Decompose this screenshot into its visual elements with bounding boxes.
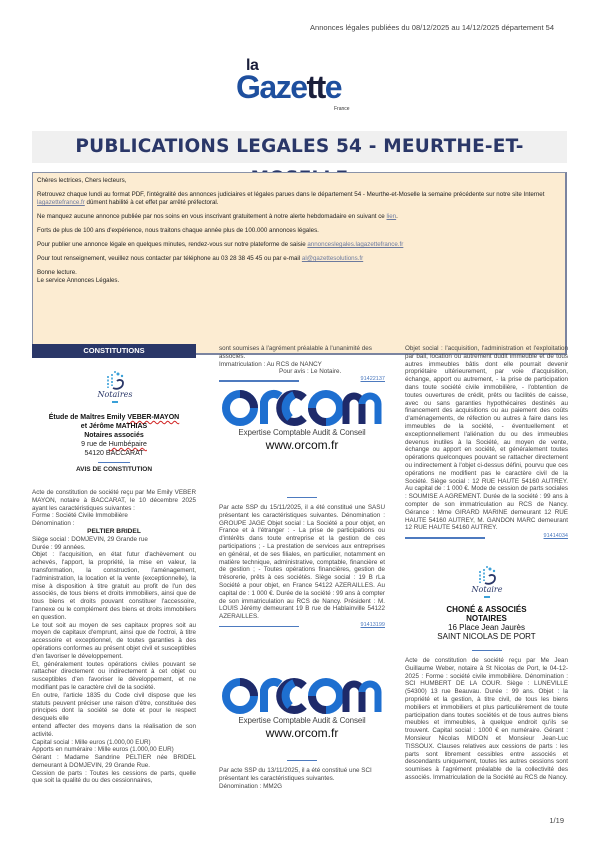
logo-la: la	[246, 57, 259, 74]
chone-name-1: CHONÉ & ASSOCIÉS	[446, 605, 527, 614]
notice3	[219, 760, 385, 790]
notice1-generalement: Et, généralement toutes opérations civiles pouvant se rattacher directement ou indirectement à cet objet ou susceptibles d'en favoriser le développement, et ne modifiant pas le caractère civil de la société.	[32, 660, 196, 691]
notice4-body	[405, 650, 568, 782]
notice1-article-2: entend affecter des moyens dans la réalisation de son activité.	[32, 722, 196, 738]
notice4-top-rule	[472, 650, 502, 651]
notice1-denomination: PELTIER BRIDEL	[87, 527, 141, 535]
gazette-logo	[236, 57, 366, 118]
notice1-pour-avis: Pour avis : Le Notaire.	[279, 368, 342, 376]
notice1-duree: Durée : 99 années.	[32, 543, 86, 551]
notice1-denomination-label: Dénomination :	[32, 520, 75, 528]
etude-l1-b: VEBER-MAYON	[127, 414, 180, 421]
notice1-cession: Cession de parts : Toutes les cessions de parts, quelle que soit la qualité du ou des cessionnaires,	[32, 769, 196, 785]
notice1-article: En outre, l'article 1835 du Code civil dispose que les statuts peuvent préciser une raison d'être, constituée des principes dont la société se dote et pour le respect desquels elle	[32, 691, 196, 723]
intro-p2-text: Ne manquez aucune annonce publiée par nos soins en vous inscrivant gratuitement à notre alerte hebdomadaire en suivant ce	[37, 213, 387, 220]
notaire-logo-label: Notaire	[471, 585, 503, 594]
etude-address-2: 54120 BACCARAT	[84, 450, 144, 457]
orcom-tagline: Expertise Comptable Audit & Conseil	[238, 428, 366, 437]
intro-p2-after: .	[396, 213, 398, 220]
notice2-footer	[219, 622, 385, 632]
email-link[interactable]: al@gazettesolutions.fr	[301, 255, 364, 262]
intro-p1-after: dûment habilité à cet effet par arrêté préfectoral.	[84, 199, 219, 206]
logo-country: France	[334, 106, 350, 112]
orcom-logo-icon	[222, 676, 382, 716]
notaire-mark-icon	[103, 370, 127, 392]
notaire-mark-icon	[475, 565, 499, 587]
notice2-rule	[219, 626, 299, 628]
running-header: Annonces légales publiées du 08/12/2025 au 14/12/2025 département 54	[310, 23, 554, 32]
chone-name-2: NOTAIRES	[466, 614, 507, 623]
platform-link[interactable]: annonceslegales.lagazettefrance.fr	[307, 241, 404, 248]
notice1-apports: Apports en numéraire : Mille euros (1.000,00 EUR)	[32, 746, 174, 754]
notice1-siege: Siège social : DOMJEVIN, 29 Grande rue	[32, 535, 148, 543]
notice2	[219, 497, 385, 632]
logo-gaze: Gaze	[236, 69, 307, 105]
addr-l1-a: 9 rue de	[81, 441, 109, 448]
orcom-ad-1	[218, 388, 386, 468]
addr-l1-b: Humbépaire	[108, 441, 147, 448]
notice1-gerant: Gérant : Madame Sandrine PELTIER née BRIDEL demeurant à DOMJEVIN, 29 Grande Rue.	[32, 754, 196, 769]
intro-paragraph-1	[37, 191, 561, 207]
notice2-text: Par acte SSP du 15/11/2025, il a été constitué une SASU présentant les caractéristiques suivantes. Dénomination : GROUPE JAGE Objet social : La Société a pour objet, en France et à l'étranger : - La prise de participations ou d'intérêts dans toute entreprise et la gestion de ces participations ; - La prestation de services aux entreprises en général, et de ses filiales, en particulier, notamment en matière technique, administrative, comptable, financière et de gestion ; - Toutes opérations financières, gestion de trésorerie, prêts à ces sociétés. Siège social : 19 B rLa Société a pour objet, en France 54122 AZERAILLES. Au capital de : 1 000 €. Durée de la société : 99 ans à compter de son immatriculation au RCS de Nancy. Président : M. LOUIS Jérémy demeurant 19 B rue de Hablainville 54122 AZERAILLES.	[219, 504, 385, 621]
notice4-text: Acte de constitution de société reçu par Me Jean Guillaume Weber, notaire à St Nicolas de Port, le 04-12-2025 : Forme : société civile immobilière. Dénomination : SCI HUMBERT DE LA COUR. Siège : LUNEVILLE (54300) 13 rue Beauvau. Durée : 99 ans. Objet : la propriété et la gestion, à titre civil, de tous les biens mobiliers et immobiliers et plus particulièrement de toute participation dans toutes sociétés et de tous autres biens meubles et immeubles, à quelque endroit qu'ils se trouvent. Capital social : 1000 € en numéraire. Gérant : Monsieur Nicolas MIDON et Monsieur Jean-Luc TISSOUX. Clauses relatives aux cessions de parts : les parts sont librement cessibles entre associés et descendants uniquement, toutes les autres cessions sont soumises à l'agrément préalable de la collectivité des associés. Immatriculation de la Société au RCS de Nancy.	[405, 657, 568, 781]
intro-box	[32, 172, 567, 355]
logo-tt: tt	[306, 69, 325, 105]
orcom-logo-icon	[222, 388, 382, 428]
notaire-logo-2	[442, 565, 532, 603]
intro-paragraph-4	[37, 241, 561, 249]
notaires-logo-bar	[112, 401, 118, 403]
avis-title: AVIS DE CONSTITUTION	[75, 466, 153, 473]
notice1-body	[32, 489, 196, 785]
orcom-tagline: Expertise Comptable Audit & Conseil	[238, 716, 366, 725]
page-title-band	[32, 131, 567, 163]
notice1-rule	[219, 380, 299, 382]
intro-greeting: Chères lectrices, Chers lecteurs,	[37, 177, 127, 184]
notice1-intro: Acte de constitution de société reçu par Me Emily VEBER MAYON, notaire à BACCARAT, le 10 décembre 2025 ayant les caractéristiques suivantes :	[32, 489, 196, 512]
logo-gazette	[236, 71, 341, 103]
notice1-ref-link[interactable]: 91422137	[360, 376, 385, 383]
etude-line-1	[32, 413, 196, 422]
notaire-logo-bar	[484, 596, 490, 598]
notice3-text-2: Dénomination : MM2G	[219, 782, 282, 790]
section-header-constitutions: CONSTITUTIONS	[32, 344, 196, 358]
orcom-url: www.orcom.fr	[265, 438, 339, 452]
notice3-continued	[405, 345, 568, 543]
notice3-footer	[405, 533, 568, 543]
notice1-cont-text: sont soumises à l'agrément préalable à l'unanimité des associés.	[219, 345, 372, 360]
intro-p1-text: Retrouvez chaque lundi au format PDF, l'intégralité des annonces judiciaires et légales parues dans le département 54 - Meurthe-et-Moselle la semaine précédente sur notre site Internet	[37, 191, 545, 198]
notice1-objet: Objet : l'acquisition, en état futur d'achèvement ou achevés, l'apport, la propriété, la mise en valeur, la transformation, la construction, l'aménagement, l'administration, la location et la vente (exceptionnelle), la mise à disposition à titre gratuit au profit de l'un des associés, de tous biens et droits immobiliers, ainsi que de tous biens et droits pouvant constituer l'accessoire, l'annexe ou le complément des biens et droits immobiliers en question.	[32, 551, 196, 621]
notice1-continued	[219, 345, 385, 386]
notice1-immat: Immatriculation : Au RCS de NANCY	[219, 360, 322, 368]
notice1-moyens: Le tout soit au moyen de ses capitaux propres soit au moyen de capitaux d'emprunt, ainsi que de l'octroi, à titre accessoire et exceptionnel, de toutes garanties à des opérations conformes au présent objet civil et susceptibles d'en favoriser le développement.	[32, 621, 196, 660]
notice2-ref-link[interactable]: 91413199	[360, 621, 385, 628]
intro-p5-text: Pour tout renseignement, veuillez nous contacter par téléphone au 03 28 38 45 45 ou par e-mail	[37, 255, 302, 262]
intro-p4-text: Pour publier une annonce légale en quelques minutes, rendez-vous sur notre plateforme de saisie	[37, 241, 308, 248]
notice3-rule	[405, 537, 485, 539]
etude-line-2: et Jérôme MATHIAS	[80, 423, 148, 430]
intro-paragraph-5	[37, 255, 561, 263]
notice3-top-rule	[287, 760, 317, 761]
orcom-url: www.orcom.fr	[265, 726, 339, 740]
site-link[interactable]: lagazettefrance.fr	[37, 199, 85, 206]
intro-paragraph-2	[37, 213, 561, 221]
notice3-text-1: Par acte SSP du 13/11/2025, il a été constitué une SCI présentant les caractéristiques suivantes.	[219, 767, 372, 782]
notaires-logo	[70, 370, 160, 408]
intro-paragraph-3: Forts de plus de 100 ans d'expérience, nous traitons chaque année plus de 100.000 annonces légales.	[37, 227, 319, 234]
chone-address-1: 16 Place Jean Jaurès	[448, 623, 525, 632]
notice1-header	[32, 413, 196, 474]
page-title: PUBLICATIONS LEGALES 54 - MEURTHE-ET-	[75, 136, 524, 157]
notice2-top-rule	[287, 497, 317, 498]
divider	[98, 462, 130, 463]
orcom-ad-2	[218, 676, 386, 756]
notice3-ref-link[interactable]: 91414034	[543, 533, 568, 540]
alert-link[interactable]: lien	[386, 213, 397, 220]
notice1-capital: Capital social : Mille euros (1.000,00 EUR)	[32, 738, 151, 746]
etude-l1-a: Étude de Maîtres Emily	[48, 414, 128, 421]
intro-closing-2: Le service Annonces Légales.	[37, 277, 120, 284]
notice1-footer	[219, 376, 385, 386]
etude-line-3: Notaires associés	[84, 432, 144, 439]
intro-closing-1: Bonne lecture.	[37, 269, 77, 276]
chone-address-2: SAINT NICOLAS DE PORT	[437, 632, 536, 641]
notice3-cont-text: Objet social : l'acquisition, l'administration et l'exploitation par bail, location ou autrement dudit immeuble et de tous autres immeubles bâtis dont elle pourrait devenir propriétaire ultérieurement, par voie d'acquisition, échange, apport ou autrement, - la prise de participation dans toute société civile immobilière, - l'obtention de toutes ouvertures de crédit, prêts ou facilités de caisse, avec ou sans garanties hypothécaires destinés au financement des acquisitions ou au paiement des coûts d'aménagements, de réfection ou autres à faire dans les immeubles de la société, - éventuellement et exceptionnellement l'aliénation du ou des immeubles devenus inutiles à la Société, au moyen de vente, échange ou apport en société, et généralement toutes opérations quelconques pouvant se rattacher directement ou indirectement à l'objet ci-dessus défini, pourvu que ces opérations ne modifient pas le caractère civil de la Société. Siège social : 12 RUE HAUTE 54160 AUTREY. Au capital de : 1 000 €. Mode de cession de parts sociales : SOUMISE A AGREMENT. Durée de la société : 99 ans à compter de son immatriculation au RCS de Nancy. Gérance : Mme GIRARD MARINE demeurant 12 RUE HAUTE 54160 AUTREY, M. GANDON MARC demeurant 12 RUE HAUTE 54160 AUTREY.	[405, 345, 568, 532]
notice4-header	[405, 605, 568, 641]
logo-e: e	[324, 69, 342, 105]
page-number: 1/19	[549, 816, 564, 825]
notice1-forme: Forme : Société Civile Immobilière	[32, 512, 128, 520]
notaires-logo-label: Notaires	[97, 390, 133, 399]
etude-address-1	[32, 440, 196, 449]
